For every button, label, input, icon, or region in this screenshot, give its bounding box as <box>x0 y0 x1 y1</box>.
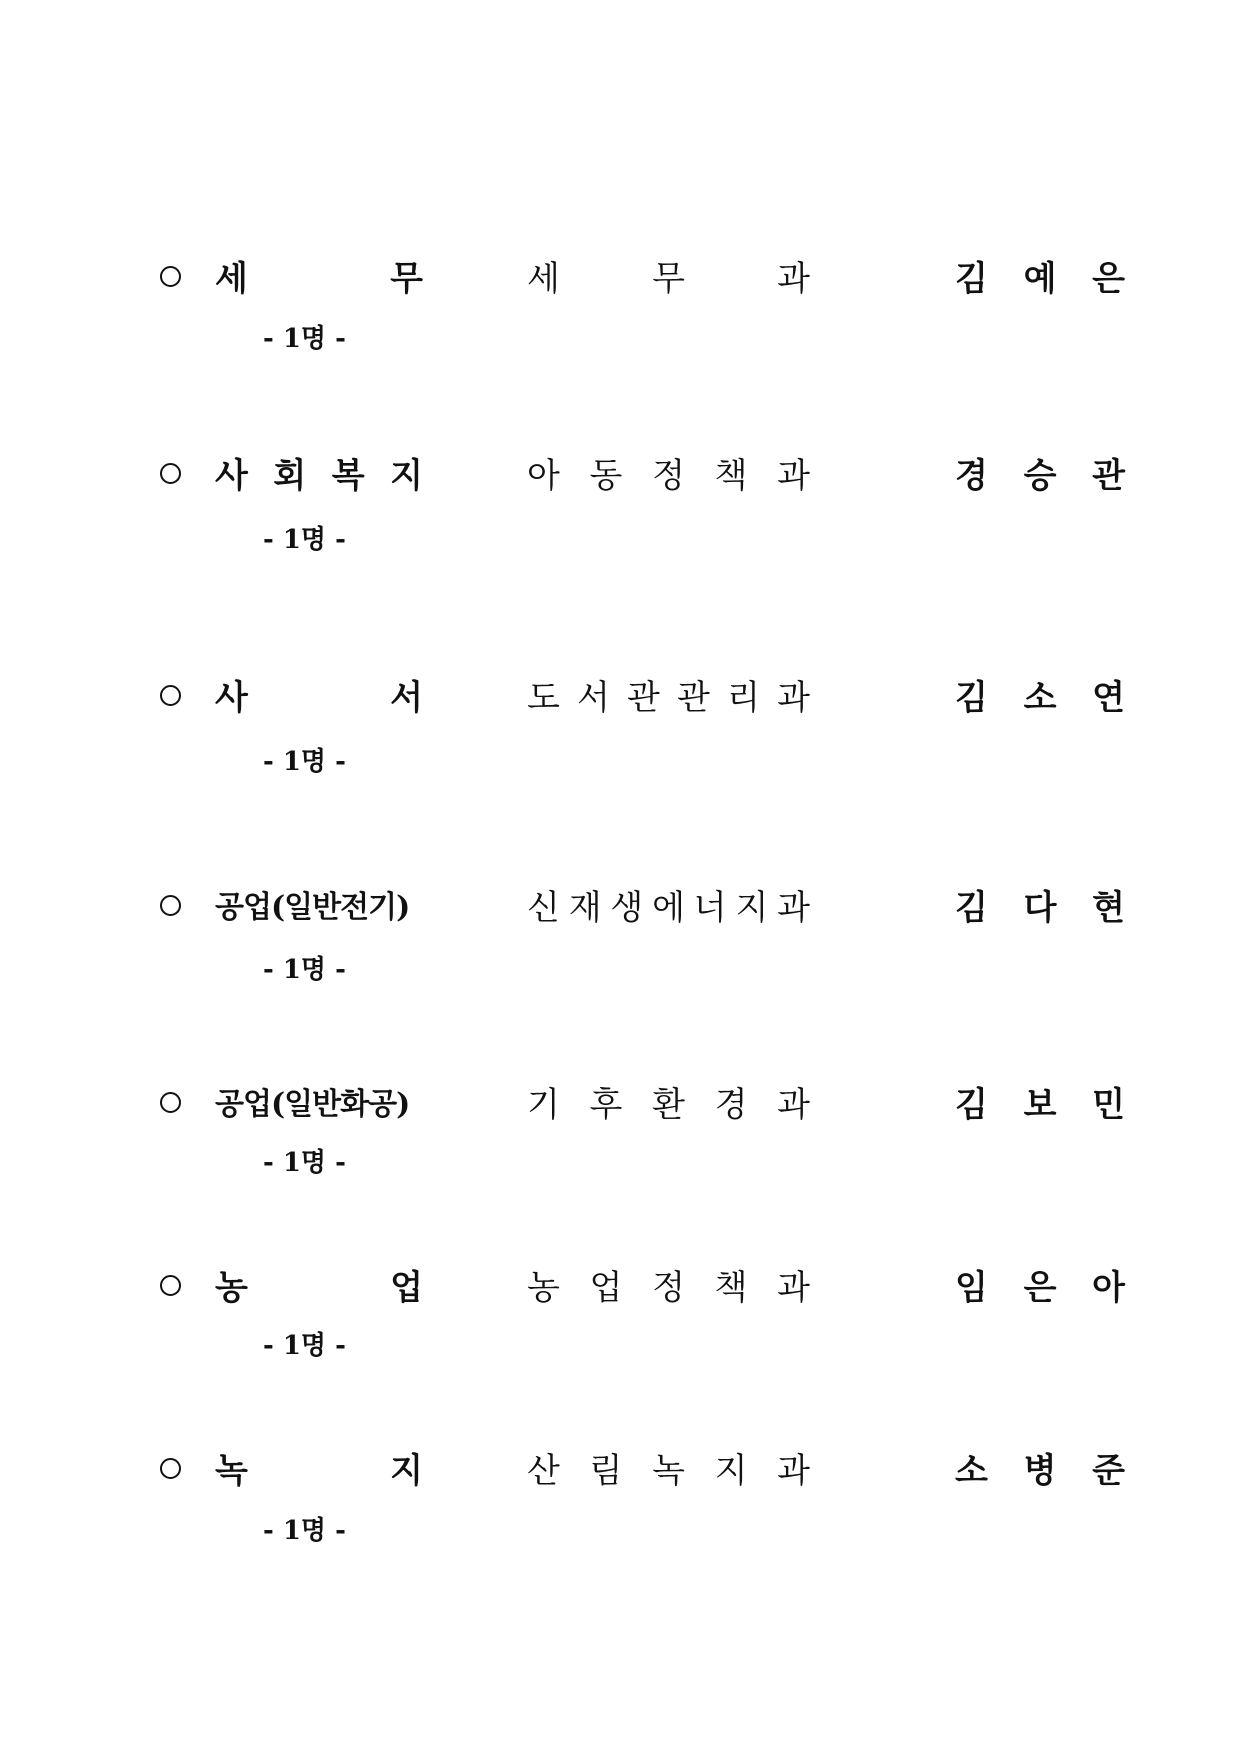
field-char: 회 <box>273 456 307 496</box>
dept-char: 리 <box>727 678 760 718</box>
dept-char: 녹 <box>652 1451 685 1491</box>
field-name <box>215 1263 423 1313</box>
person-name <box>955 883 1125 933</box>
name-char: 관 <box>1092 456 1125 496</box>
circle-bullet-icon <box>160 1275 181 1296</box>
circle-bullet-icon <box>160 1092 181 1113</box>
field-char: 지 <box>390 1451 423 1491</box>
name-char: 김 <box>955 888 988 928</box>
dept-char: 경 <box>714 1085 748 1125</box>
name-char: 은 <box>1023 1268 1057 1308</box>
name-char: 경 <box>955 456 988 496</box>
headcount: - 1명 - <box>263 747 346 777</box>
dept-char: 림 <box>589 1451 623 1491</box>
dept-char: 무 <box>652 259 685 299</box>
dept-char: 기 <box>527 1085 560 1125</box>
headcount: - 1명 - <box>263 1516 346 1546</box>
field-name <box>215 883 423 933</box>
entry-2 <box>0 678 1240 803</box>
headcount: - 1명 - <box>263 324 346 354</box>
name-char: 김 <box>955 678 988 718</box>
field-char: 녹 <box>215 1451 248 1491</box>
person-name <box>955 673 1125 723</box>
person-name <box>955 254 1125 304</box>
department-name <box>527 883 810 933</box>
dept-char: 지 <box>714 1451 748 1491</box>
field-char: 사 <box>215 678 248 718</box>
name-char: 승 <box>1023 456 1057 496</box>
dept-char: 산 <box>527 1451 560 1491</box>
department-name <box>527 451 810 501</box>
entry-1 <box>0 456 1240 581</box>
name-char: 김 <box>955 259 988 299</box>
dept-char: 재 <box>568 888 602 928</box>
dept-char: 관 <box>677 678 710 718</box>
dept-char: 서 <box>577 678 610 718</box>
dept-char: 과 <box>777 888 810 928</box>
headcount: - 1명 - <box>263 525 346 555</box>
dept-char: 과 <box>777 678 810 718</box>
dept-char: 정 <box>652 456 685 496</box>
name-char: 임 <box>955 1268 988 1308</box>
dept-char: 지 <box>735 888 769 928</box>
dept-char: 과 <box>777 259 810 299</box>
field-name <box>215 254 423 304</box>
person-name <box>955 1446 1125 1496</box>
name-char: 김 <box>955 1085 988 1125</box>
field-name <box>215 1446 423 1496</box>
person-name <box>955 1080 1125 1130</box>
dept-char: 세 <box>527 259 560 299</box>
entry-3 <box>0 888 1240 1013</box>
entry-0 <box>0 259 1240 384</box>
dept-char: 도 <box>527 678 560 718</box>
person-name <box>955 1263 1125 1313</box>
entry-5 <box>0 1268 1240 1393</box>
department-name <box>527 673 810 723</box>
dept-char: 너 <box>693 888 727 928</box>
dept-char: 아 <box>527 456 560 496</box>
field-char: 공업(일반전기) <box>215 890 410 925</box>
headcount: - 1명 - <box>263 1331 346 1361</box>
dept-char: 관 <box>627 678 660 718</box>
dept-char: 농 <box>527 1268 560 1308</box>
entry-4 <box>0 1085 1240 1210</box>
dept-char: 과 <box>777 456 810 496</box>
dept-char: 에 <box>652 888 685 928</box>
name-char: 연 <box>1092 678 1125 718</box>
dept-char: 과 <box>777 1451 810 1491</box>
headcount: - 1명 - <box>263 955 346 985</box>
name-char: 준 <box>1092 1451 1125 1491</box>
name-char: 아 <box>1092 1268 1125 1308</box>
circle-bullet-icon <box>160 1458 181 1479</box>
person-name <box>955 451 1125 501</box>
field-char: 세 <box>215 259 248 299</box>
dept-char: 과 <box>777 1268 810 1308</box>
dept-char: 과 <box>777 1085 810 1125</box>
dept-char: 책 <box>714 456 748 496</box>
dept-char: 생 <box>610 888 644 928</box>
name-char: 소 <box>955 1451 988 1491</box>
dept-char: 업 <box>589 1268 623 1308</box>
department-name <box>527 1263 810 1313</box>
circle-bullet-icon <box>160 463 181 484</box>
field-char: 업 <box>390 1268 423 1308</box>
name-char: 은 <box>1092 259 1125 299</box>
dept-char: 환 <box>652 1085 685 1125</box>
name-char: 예 <box>1023 259 1057 299</box>
dept-char: 책 <box>714 1268 748 1308</box>
field-char: 복 <box>331 456 365 496</box>
headcount: - 1명 - <box>263 1148 346 1178</box>
field-name <box>215 1080 423 1130</box>
dept-char: 동 <box>589 456 623 496</box>
dept-char: 후 <box>589 1085 623 1125</box>
field-char: 서 <box>390 678 423 718</box>
name-char: 다 <box>1023 888 1057 928</box>
dept-char: 신 <box>527 888 560 928</box>
department-name <box>527 1446 810 1496</box>
field-name <box>215 673 423 723</box>
dept-char: 정 <box>652 1268 685 1308</box>
circle-bullet-icon <box>160 895 181 916</box>
name-char: 현 <box>1092 888 1125 928</box>
name-char: 소 <box>1023 678 1057 718</box>
circle-bullet-icon <box>160 266 181 287</box>
department-name <box>527 254 810 304</box>
field-char: 농 <box>215 1268 248 1308</box>
field-char: 공업(일반화공) <box>215 1087 410 1122</box>
name-char: 민 <box>1092 1085 1125 1125</box>
name-char: 병 <box>1023 1451 1057 1491</box>
circle-bullet-icon <box>160 685 181 706</box>
field-char: 사 <box>215 456 248 496</box>
entry-6 <box>0 1451 1240 1576</box>
name-char: 보 <box>1023 1085 1057 1125</box>
field-name <box>215 451 423 501</box>
field-char: 무 <box>390 259 423 299</box>
department-name <box>527 1080 810 1130</box>
field-char: 지 <box>390 456 423 496</box>
